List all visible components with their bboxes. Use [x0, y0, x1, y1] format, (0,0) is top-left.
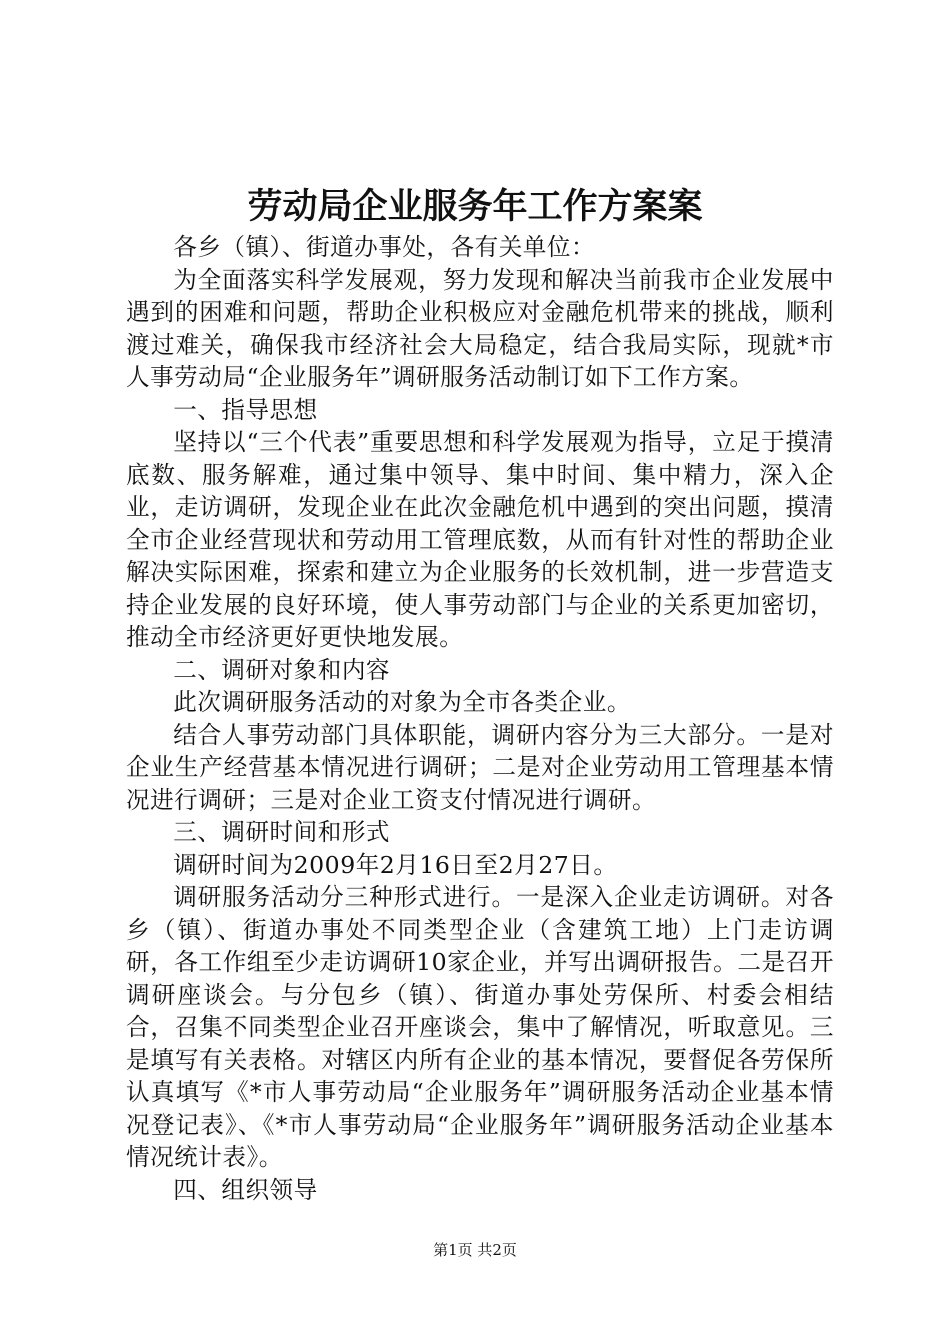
intro-paragraph: 为全面落实科学发展观，努力发现和解决当前我市企业发展中遇到的困难和问题，帮助企业积极应对金融危机带来的挑战，顺利渡过难关，确保我市经济社会大局稳定，结合我局实际，现就*市人事劳动局“企业服务年”调研服务活动制订如下工作方案。: [126, 265, 834, 391]
guiding-thought-paragraph: 坚持以“三个代表”重要思想和科学发展观为指导，立足于摸清底数、服务解难，通过集中领导、集中时间、集中精力，深入企业，走访调研，发现企业在此次金融危机中遇到的突出问题，摸清全市企业经营现状和劳动用工管理底数，从而有针对性的帮助企业解决实际困难，探索和建立为企业服务的长效机制，进一步营造支持企业发展的良好环境，使人事劳动部门与企业的关系更加密切，推动全市经济更好更快地发展。: [126, 428, 834, 651]
research-time-paragraph: 调研时间为2009年2月16日至2月27日。: [173, 850, 618, 879]
research-content-paragraph: 结合人事劳动部门具体职能，调研内容分为三大部分。一是对企业生产经营基本情况进行调研；二是对企业劳动用工管理基本情况进行调研；三是对企业工资支付情况进行调研。: [126, 720, 834, 814]
document-title: 劳动局企业服务年工作方案案: [247, 187, 703, 227]
research-form-paragraph: 调研服务活动分三种形式进行。一是深入企业走访调研。对各乡（镇）、街道办事处不同类型企业（含建筑工地）上门走访调研，各工作组至少走访调研10家企业，并写出调研报告。二是召开调研座谈会。与分包乡（镇）、街道办事处劳保所、村委会相结合，召集不同类型企业召开座谈会，集中了解情况，听取意见。三是填写有关表格。对辖区内所有企业的基本情况，要督促各劳保所认真填写《*市人事劳动局“企业服务年”调研服务活动企业基本情况登记表》、《*市人事劳动局“企业服务年”调研服务活动企业基本情况统计表》。: [126, 883, 834, 1171]
section-heading-1: 一、指导思想: [173, 395, 318, 424]
section-heading-3: 三、调研时间和形式: [173, 818, 391, 846]
page-number-footer: 第1页 共2页: [433, 1241, 517, 1259]
section-heading-4: 四、组织领导: [173, 1175, 318, 1204]
document-body: [126, 231, 834, 1206]
research-object-paragraph: 此次调研服务活动的对象为全市各类企业。: [173, 688, 631, 716]
salutation: 各乡（镇）、街道办事处，各有关单位：: [173, 233, 596, 261]
section-heading-2: 二、调研对象和内容: [173, 655, 391, 684]
